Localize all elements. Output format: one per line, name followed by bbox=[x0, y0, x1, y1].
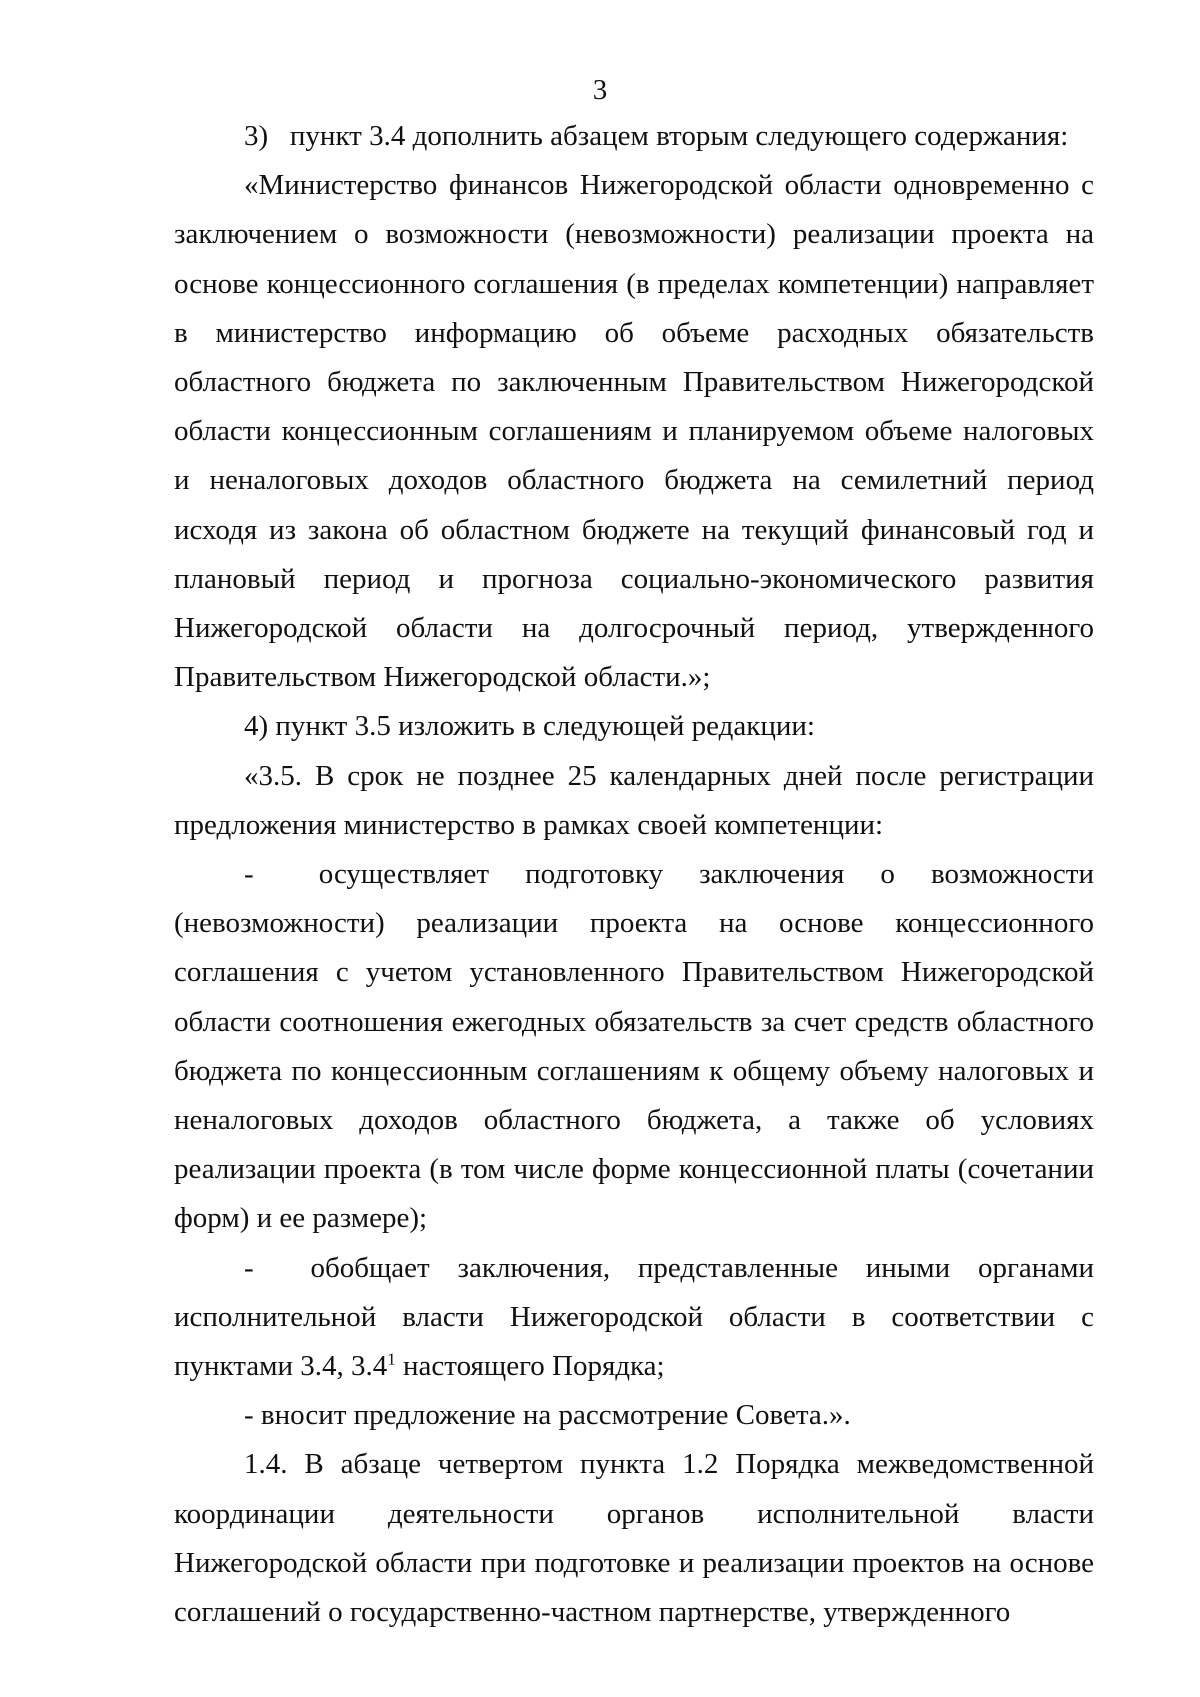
paragraph-bullet-prepares: - осуществляет подготовку заключения о возможности (невозможности) реализации проекта на основе концессионного соглашения с учетом установленного Правительством Нижегородской области соотношения ежегодных обязательств за счет средств областного бюджета по концессионным соглашениям к общему объему налоговых и неналоговых доходов областного бюджета, а также об условиях реализации проекта (в том числе форме концессионной платы (сочетании форм) и ее размере); bbox=[174, 858, 1094, 1235]
paragraph-bullet-summarizes-main: - обобщает заключения, представленные иными органами исполнительной власти Нижегородской области в соответствии с пунктами 3.4, 3.4 bbox=[174, 1251, 1094, 1383]
paragraph-clause-3-5: «3.5. В срок не позднее 25 календарных дней после регистрации предложения министерство в рамках своей компетенции: bbox=[174, 759, 1094, 841]
paragraph-item-1-4: 1.4. В абзаце четвертом пункта 1.2 Порядка межведомственной координации деятельности органов исполнительной власти Нижегородской области при подготовке и реализации проектов на основе соглашений о государственно-частном партнерстве, утвержденного bbox=[174, 1448, 1094, 1629]
paragraph-ministry-finance: «Министерство финансов Нижегородской области одновременно с заключением о возможности (невозможности) реализации проекта на основе концессионного соглашения (в пределах компетенции) направляет в министерство информацию об объеме расходных обязательств областного бюджета по заключенным Правительством Нижегородской области концессионным соглашениям и планируемом объеме налоговых и неналоговых доходов областного бюджета на семилетний период исходя из закона об областном бюджете на текущий финансовый год и плановый период и прогноза социально-экономического развития Нижегородской области на долгосрочный период, утвержденного Правительством Нижегородской области.»; bbox=[174, 169, 1094, 694]
paragraph-item-4: 4) пункт 3.5 изложить в следующей редакции: bbox=[244, 710, 815, 743]
paragraph-bullet-summarizes-tail: настоящего Порядка; bbox=[395, 1350, 665, 1383]
page-number: 3 bbox=[592, 74, 608, 106]
superscript-one: 1 bbox=[387, 1349, 396, 1369]
paragraph-item-3: 3) пункт 3.4 дополнить абзацем вторым следующего содержания: bbox=[244, 120, 1069, 152]
document-body bbox=[174, 112, 1094, 1637]
paragraph-bullet-summarizes bbox=[174, 1244, 1094, 1392]
paragraph-bullet-submits: - вносит предложение на рассмотрение Совета.». bbox=[244, 1399, 851, 1432]
